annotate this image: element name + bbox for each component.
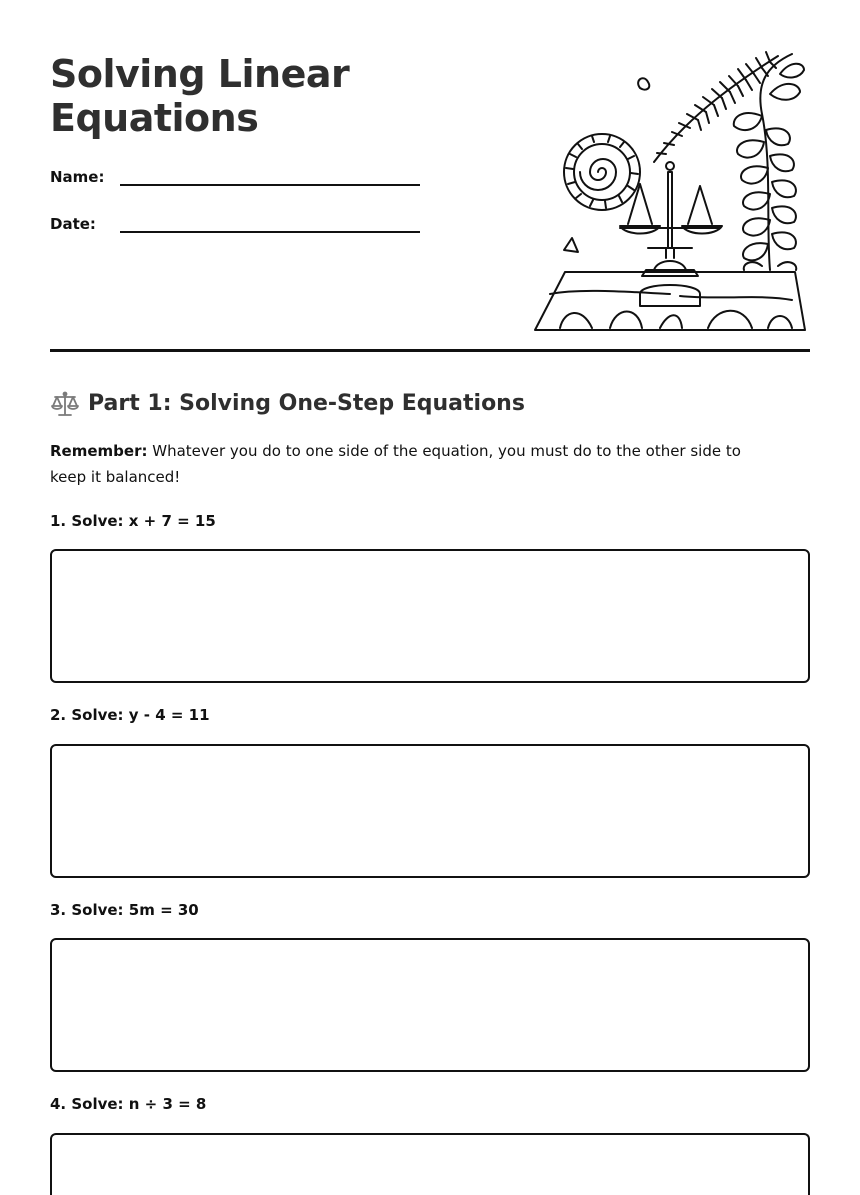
balance-scale-icon bbox=[50, 389, 80, 419]
date-label: Date: bbox=[50, 215, 96, 233]
remember-note bbox=[50, 438, 770, 490]
question-2-label: 2. Solve: y - 4 = 11 bbox=[50, 706, 210, 724]
answer-box-1[interactable] bbox=[50, 549, 810, 683]
remember-text: Whatever you do to one side of the equation, you must do to the other side to keep it balanced! bbox=[50, 442, 741, 486]
page-title: Solving Linear Equations bbox=[50, 52, 350, 140]
name-label: Name: bbox=[50, 168, 105, 186]
name-field bbox=[50, 164, 430, 194]
question-4-label: 4. Solve: n ÷ 3 = 8 bbox=[50, 1095, 207, 1113]
name-line[interactable] bbox=[120, 184, 420, 186]
section-title-text: Part 1: Solving One-Step Equations bbox=[88, 391, 525, 416]
question-3-label: 3. Solve: 5m = 30 bbox=[50, 901, 199, 919]
answer-box-3[interactable] bbox=[50, 938, 810, 1072]
date-line[interactable] bbox=[120, 231, 420, 233]
header-divider bbox=[50, 349, 810, 352]
balance-scale-illustration-icon bbox=[530, 44, 810, 334]
answer-box-2[interactable] bbox=[50, 744, 810, 878]
question-1-label: 1. Solve: x + 7 = 15 bbox=[50, 512, 216, 530]
answer-box-4[interactable] bbox=[50, 1133, 810, 1195]
section-title-part1 bbox=[50, 388, 525, 420]
remember-label: Remember: bbox=[50, 442, 148, 460]
date-field bbox=[50, 211, 430, 241]
